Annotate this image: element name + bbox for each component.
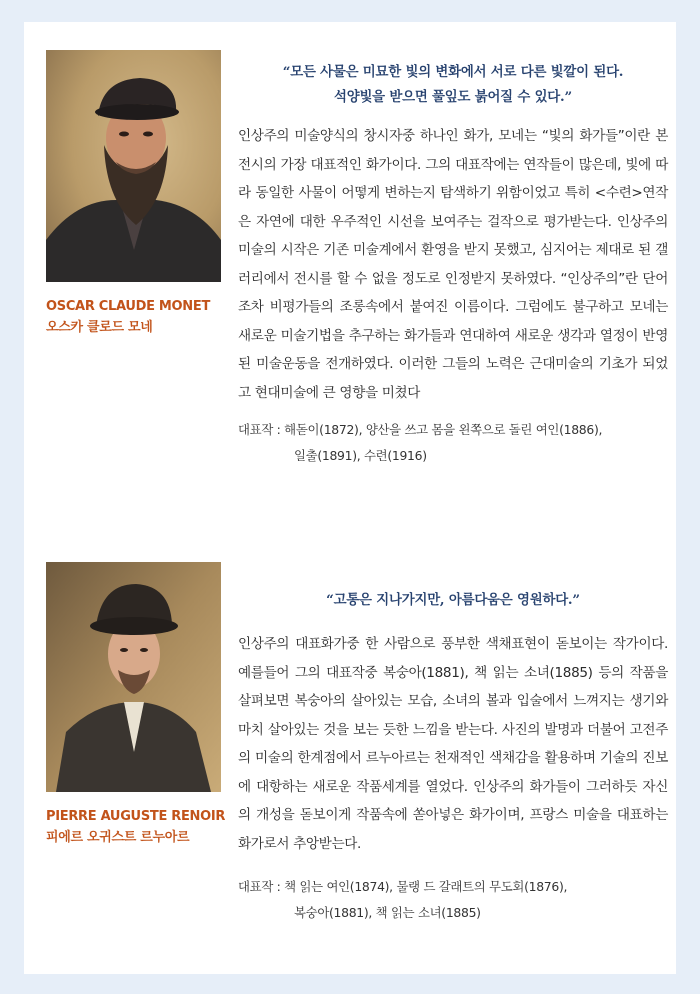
quote-line-1: “모든 사물은 미묘한 빛의 변화에서 서로 다른 빛깔이 된다. [282, 64, 624, 80]
artist-works [238, 417, 668, 469]
quote-line-1: “고통은 지나가지만, 아름다움은 영원하다.” [326, 592, 580, 608]
artist-name-ko: 피에르 오귀스트 르누아르 [46, 830, 190, 845]
artist-quote [238, 588, 668, 613]
works-line-1: 대표작 : 책 읽는 여인(1874), 물랭 드 갈래트의 무도회(1876), [238, 879, 568, 894]
works-line-2: 일출(1891), 수련(1916) [294, 448, 427, 463]
works-line-1: 대표작 : 해돋이(1872), 양산을 쓰고 몸을 왼쪽으로 돌린 여인(1886), [238, 422, 603, 437]
artist-quote [238, 60, 668, 110]
artist-description: 인상주의 미술양식의 창시자중 하나인 화가, 모네는 “빛의 화가들”이란 본 전시의 가장 대표적인 화가이다. 그의 대표작에는 연작들이 많은데, 빛에 따라 동일한 사물이 어떻게 변하는지 탐색하기 위함이었고 특히 <수련>연작은 자연에 대한 우주적인 시선을 보여주는 걸작으로 평가받는다. 인상주의 미술의 시작은 기존 미술계에서 환영을 받지 못했고, 심지어는 제대로 된 갤러리에서 전시를 할 수 없을 정도로 인정받지 못하였다. “인상주의”란 단어조차 비평가들의 조롱속에서 붙여진 이름이다. 그럼에도 불구하고 모네는 새로운 미술기법을 추구하는 화가들과 연대하여 새로운 생각과 열정이 반영된 미술운동을 전개하였다. 이러한 그들의 노력은 근대미술의 기초가 되었고 현대미술에 큰 영향을 미쳤다 [238, 128, 668, 401]
artist-content [238, 60, 668, 469]
works-line-2: 복숭아(1881), 책 읽는 소녀(1885) [294, 905, 481, 920]
quote-line-2: 석양빛을 받으면 풀잎도 붉어질 수 있다.” [333, 89, 573, 105]
artist-content [238, 588, 668, 926]
artist-name [46, 806, 236, 848]
page [24, 22, 676, 974]
artist-name-en: PIERRE AUGUSTE RENOIR [46, 809, 226, 824]
monet-portrait [46, 50, 221, 282]
renoir-portrait [46, 562, 221, 792]
artist-name-en: OSCAR CLAUDE MONET [46, 299, 211, 314]
artist-name [46, 296, 236, 338]
artist-works [238, 874, 668, 926]
artist-name-ko: 오스카 클로드 모네 [46, 320, 153, 335]
artist-description: 인상주의 대표화가중 한 사람으로 풍부한 색채표현이 돋보이는 작가이다. 예를들어 그의 대표작중 복숭아(1881), 책 읽는 소녀(1885) 등의 작품을 살펴보면 복숭아의 살아있는 모습, 소녀의 볼과 입술에서 느껴지는 생기와 마치 살아있는 것을 보는 듯한 느낌을 받는다. 사진의 발명과 더불어 고전주의 미술의 한계점에서 르누아르는 천재적인 색채감을 활용하며 기술의 진보에 대항하는 새로운 작품세계를 열었다. 인상주의 화가들이 그러하듯 자신의 개성을 돋보이게 작품속에 쏟아넣은 화가이며, 프랑스 미술을 대표하는 화가로서 추앙받는다. [238, 636, 668, 852]
